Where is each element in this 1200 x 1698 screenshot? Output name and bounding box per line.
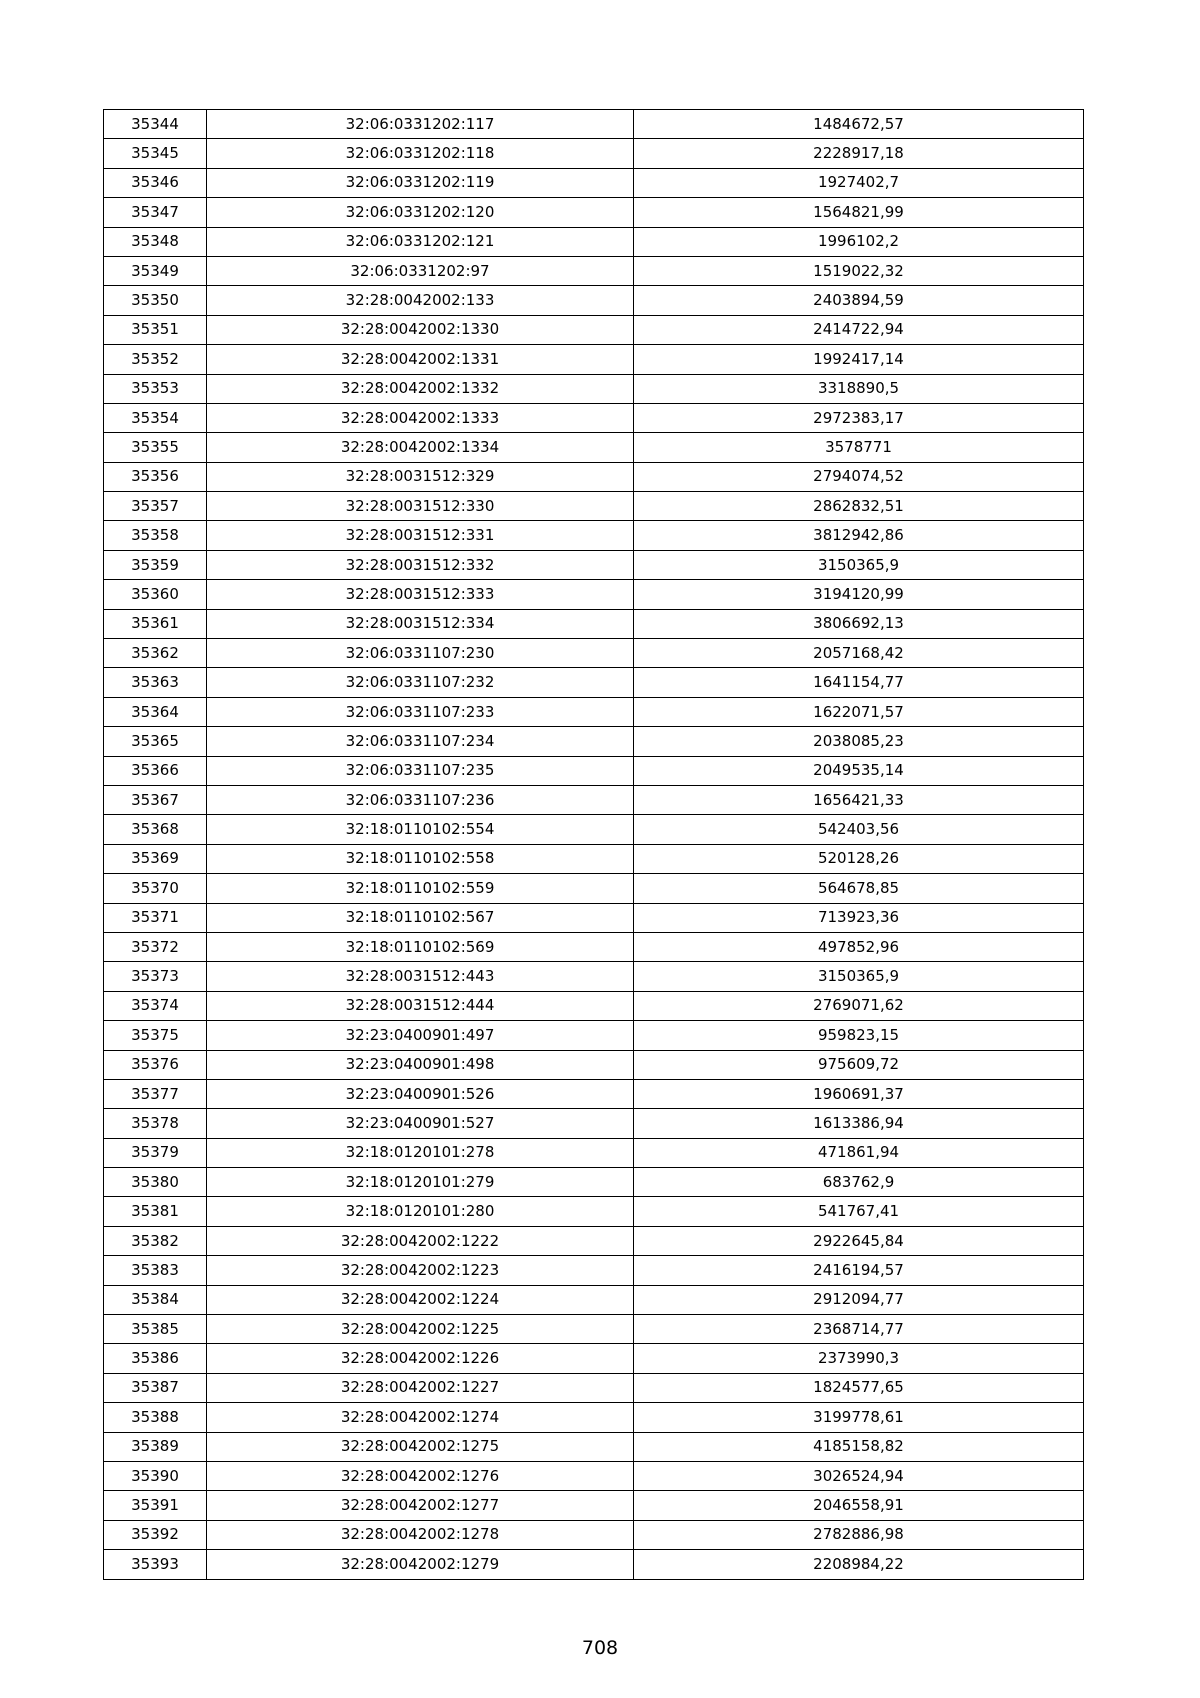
registry-table-body [104,110,1084,1580]
cadastral-number-cell: 32:06:0331107:234 [207,727,634,756]
row-number-cell: 35355 [104,433,207,462]
row-number-cell: 35388 [104,1403,207,1432]
value-cell: 1656421,33 [634,785,1084,814]
row-number-cell: 35364 [104,697,207,726]
row-number-cell: 35393 [104,1550,207,1579]
cadastral-number-cell: 32:28:0042002:1275 [207,1432,634,1461]
value-cell: 713923,36 [634,903,1084,932]
cadastral-number-cell: 32:28:0042002:1333 [207,403,634,432]
row-number-cell: 35363 [104,668,207,697]
table-row [104,550,1084,579]
row-number-cell: 35386 [104,1344,207,1373]
table-row [104,110,1084,139]
value-cell: 2782886,98 [634,1520,1084,1549]
cadastral-number-cell: 32:23:0400901:497 [207,1021,634,1050]
row-number-cell: 35369 [104,844,207,873]
value-cell: 3578771 [634,433,1084,462]
table-row [104,1550,1084,1579]
value-cell: 520128,26 [634,844,1084,873]
row-number-cell: 35357 [104,492,207,521]
value-cell: 1484672,57 [634,110,1084,139]
row-number-cell: 35391 [104,1491,207,1520]
value-cell: 2368714,77 [634,1315,1084,1344]
value-cell: 471861,94 [634,1138,1084,1167]
row-number-cell: 35373 [104,962,207,991]
table-row [104,403,1084,432]
row-number-cell: 35385 [104,1315,207,1344]
cadastral-number-cell: 32:28:0031512:331 [207,521,634,550]
table-row [104,785,1084,814]
cadastral-number-cell: 32:28:0042002:1222 [207,1226,634,1255]
value-cell: 2208984,22 [634,1550,1084,1579]
table-row [104,580,1084,609]
registry-table [103,109,1084,1580]
row-number-cell: 35381 [104,1197,207,1226]
value-cell: 1996102,2 [634,227,1084,256]
table-row [104,256,1084,285]
value-cell: 2922645,84 [634,1226,1084,1255]
row-number-cell: 35356 [104,462,207,491]
table-row [104,1021,1084,1050]
value-cell: 2414722,94 [634,315,1084,344]
table-row [104,815,1084,844]
row-number-cell: 35389 [104,1432,207,1461]
cadastral-number-cell: 32:28:0042002:1225 [207,1315,634,1344]
table-row [104,1432,1084,1461]
table-row [104,1109,1084,1138]
row-number-cell: 35349 [104,256,207,285]
cadastral-number-cell: 32:06:0331107:230 [207,639,634,668]
value-cell: 2794074,52 [634,462,1084,491]
value-cell: 1992417,14 [634,345,1084,374]
value-cell: 3812942,86 [634,521,1084,550]
cadastral-number-cell: 32:28:0042002:1274 [207,1403,634,1432]
row-number-cell: 35365 [104,727,207,756]
row-number-cell: 35387 [104,1373,207,1402]
row-number-cell: 35368 [104,815,207,844]
row-number-cell: 35359 [104,550,207,579]
row-number-cell: 35376 [104,1050,207,1079]
cadastral-number-cell: 32:28:0031512:334 [207,609,634,638]
value-cell: 1564821,99 [634,198,1084,227]
row-number-cell: 35372 [104,932,207,961]
value-cell: 2373990,3 [634,1344,1084,1373]
row-number-cell: 35377 [104,1079,207,1108]
cadastral-number-cell: 32:28:0042002:1331 [207,345,634,374]
table-row [104,991,1084,1020]
table-row [104,727,1084,756]
page-number: 708 [581,1637,619,1659]
value-cell: 2912094,77 [634,1285,1084,1314]
cadastral-number-cell: 32:23:0400901:498 [207,1050,634,1079]
table-row [104,1168,1084,1197]
cadastral-number-cell: 32:06:0331202:119 [207,168,634,197]
row-number-cell: 35380 [104,1168,207,1197]
row-number-cell: 35367 [104,785,207,814]
row-number-cell: 35351 [104,315,207,344]
row-number-cell: 35383 [104,1256,207,1285]
cadastral-number-cell: 32:18:0110102:554 [207,815,634,844]
table-row [104,1461,1084,1490]
table-row [104,345,1084,374]
cadastral-number-cell: 32:28:0031512:333 [207,580,634,609]
table-row [104,1373,1084,1402]
cadastral-number-cell: 32:28:0031512:330 [207,492,634,521]
table-row [104,1256,1084,1285]
cadastral-number-cell: 32:06:0331202:121 [207,227,634,256]
value-cell: 2046558,91 [634,1491,1084,1520]
table-row [104,1491,1084,1520]
row-number-cell: 35346 [104,168,207,197]
value-cell: 683762,9 [634,1168,1084,1197]
cadastral-number-cell: 32:28:0042002:1223 [207,1256,634,1285]
value-cell: 3806692,13 [634,609,1084,638]
value-cell: 2228917,18 [634,139,1084,168]
cadastral-number-cell: 32:06:0331202:97 [207,256,634,285]
value-cell: 1519022,32 [634,256,1084,285]
row-number-cell: 35353 [104,374,207,403]
value-cell: 541767,41 [634,1197,1084,1226]
row-number-cell: 35361 [104,609,207,638]
cadastral-number-cell: 32:28:0042002:1277 [207,1491,634,1520]
value-cell: 1824577,65 [634,1373,1084,1402]
table-row [104,168,1084,197]
value-cell: 4185158,82 [634,1432,1084,1461]
value-cell: 3150365,9 [634,550,1084,579]
value-cell: 1927402,7 [634,168,1084,197]
cadastral-number-cell: 32:18:0110102:569 [207,932,634,961]
table-row [104,227,1084,256]
row-number-cell: 35352 [104,345,207,374]
cadastral-number-cell: 32:06:0331202:117 [207,110,634,139]
row-number-cell: 35360 [104,580,207,609]
value-cell: 3194120,99 [634,580,1084,609]
table-row [104,1197,1084,1226]
cadastral-number-cell: 32:28:0042002:1226 [207,1344,634,1373]
cadastral-number-cell: 32:28:0031512:444 [207,991,634,1020]
value-cell: 3150365,9 [634,962,1084,991]
row-number-cell: 35375 [104,1021,207,1050]
cadastral-number-cell: 32:28:0042002:1224 [207,1285,634,1314]
table-row [104,462,1084,491]
row-number-cell: 35366 [104,756,207,785]
value-cell: 2769071,62 [634,991,1084,1020]
table-row [104,1344,1084,1373]
value-cell: 1622071,57 [634,697,1084,726]
table-row [104,521,1084,550]
value-cell: 2038085,23 [634,727,1084,756]
row-number-cell: 35370 [104,874,207,903]
cadastral-number-cell: 32:06:0331202:118 [207,139,634,168]
value-cell: 1641154,77 [634,668,1084,697]
row-number-cell: 35379 [104,1138,207,1167]
cadastral-number-cell: 32:28:0042002:1227 [207,1373,634,1402]
row-number-cell: 35392 [104,1520,207,1549]
table-row [104,1138,1084,1167]
table-row [104,697,1084,726]
row-number-cell: 35374 [104,991,207,1020]
table-row [104,668,1084,697]
row-number-cell: 35382 [104,1226,207,1255]
cadastral-number-cell: 32:18:0110102:558 [207,844,634,873]
value-cell: 2049535,14 [634,756,1084,785]
value-cell: 975609,72 [634,1050,1084,1079]
cadastral-number-cell: 32:23:0400901:526 [207,1079,634,1108]
table-row [104,139,1084,168]
registry-table-container [103,109,1083,1580]
cadastral-number-cell: 32:28:0031512:332 [207,550,634,579]
table-row [104,932,1084,961]
table-row [104,1403,1084,1432]
cadastral-number-cell: 32:18:0110102:559 [207,874,634,903]
cadastral-number-cell: 32:06:0331107:236 [207,785,634,814]
table-row [104,1050,1084,1079]
table-row [104,756,1084,785]
value-cell: 1613386,94 [634,1109,1084,1138]
value-cell: 2416194,57 [634,1256,1084,1285]
row-number-cell: 35345 [104,139,207,168]
table-row [104,1079,1084,1108]
cadastral-number-cell: 32:28:0042002:133 [207,286,634,315]
value-cell: 2057168,42 [634,639,1084,668]
value-cell: 542403,56 [634,815,1084,844]
table-row [104,1520,1084,1549]
value-cell: 564678,85 [634,874,1084,903]
row-number-cell: 35390 [104,1461,207,1490]
value-cell: 2972383,17 [634,403,1084,432]
value-cell: 497852,96 [634,932,1084,961]
table-row [104,315,1084,344]
table-row [104,1315,1084,1344]
row-number-cell: 35378 [104,1109,207,1138]
cadastral-number-cell: 32:28:0042002:1279 [207,1550,634,1579]
table-row [104,286,1084,315]
cadastral-number-cell: 32:06:0331107:235 [207,756,634,785]
cadastral-number-cell: 32:06:0331107:233 [207,697,634,726]
cadastral-number-cell: 32:18:0110102:567 [207,903,634,932]
cadastral-number-cell: 32:28:0042002:1334 [207,433,634,462]
row-number-cell: 35354 [104,403,207,432]
cadastral-number-cell: 32:23:0400901:527 [207,1109,634,1138]
table-row [104,903,1084,932]
table-row [104,1226,1084,1255]
cadastral-number-cell: 32:28:0042002:1330 [207,315,634,344]
value-cell: 959823,15 [634,1021,1084,1050]
row-number-cell: 35371 [104,903,207,932]
row-number-cell: 35350 [104,286,207,315]
cadastral-number-cell: 32:06:0331107:232 [207,668,634,697]
row-number-cell: 35347 [104,198,207,227]
table-row [104,492,1084,521]
table-row [104,874,1084,903]
cadastral-number-cell: 32:18:0120101:280 [207,1197,634,1226]
table-row [104,374,1084,403]
row-number-cell: 35344 [104,110,207,139]
cadastral-number-cell: 32:28:0042002:1278 [207,1520,634,1549]
table-row [104,433,1084,462]
table-row [104,639,1084,668]
cadastral-number-cell: 32:28:0031512:329 [207,462,634,491]
cadastral-number-cell: 32:28:0031512:443 [207,962,634,991]
table-row [104,609,1084,638]
value-cell: 2403894,59 [634,286,1084,315]
cadastral-number-cell: 32:28:0042002:1276 [207,1461,634,1490]
table-row [104,844,1084,873]
value-cell: 3026524,94 [634,1461,1084,1490]
cadastral-number-cell: 32:18:0120101:278 [207,1138,634,1167]
row-number-cell: 35358 [104,521,207,550]
table-row [104,1285,1084,1314]
value-cell: 1960691,37 [634,1079,1084,1108]
row-number-cell: 35384 [104,1285,207,1314]
value-cell: 3318890,5 [634,374,1084,403]
cadastral-number-cell: 32:06:0331202:120 [207,198,634,227]
cadastral-number-cell: 32:18:0120101:279 [207,1168,634,1197]
table-row [104,962,1084,991]
table-row [104,198,1084,227]
cadastral-number-cell: 32:28:0042002:1332 [207,374,634,403]
row-number-cell: 35362 [104,639,207,668]
value-cell: 2862832,51 [634,492,1084,521]
value-cell: 3199778,61 [634,1403,1084,1432]
row-number-cell: 35348 [104,227,207,256]
